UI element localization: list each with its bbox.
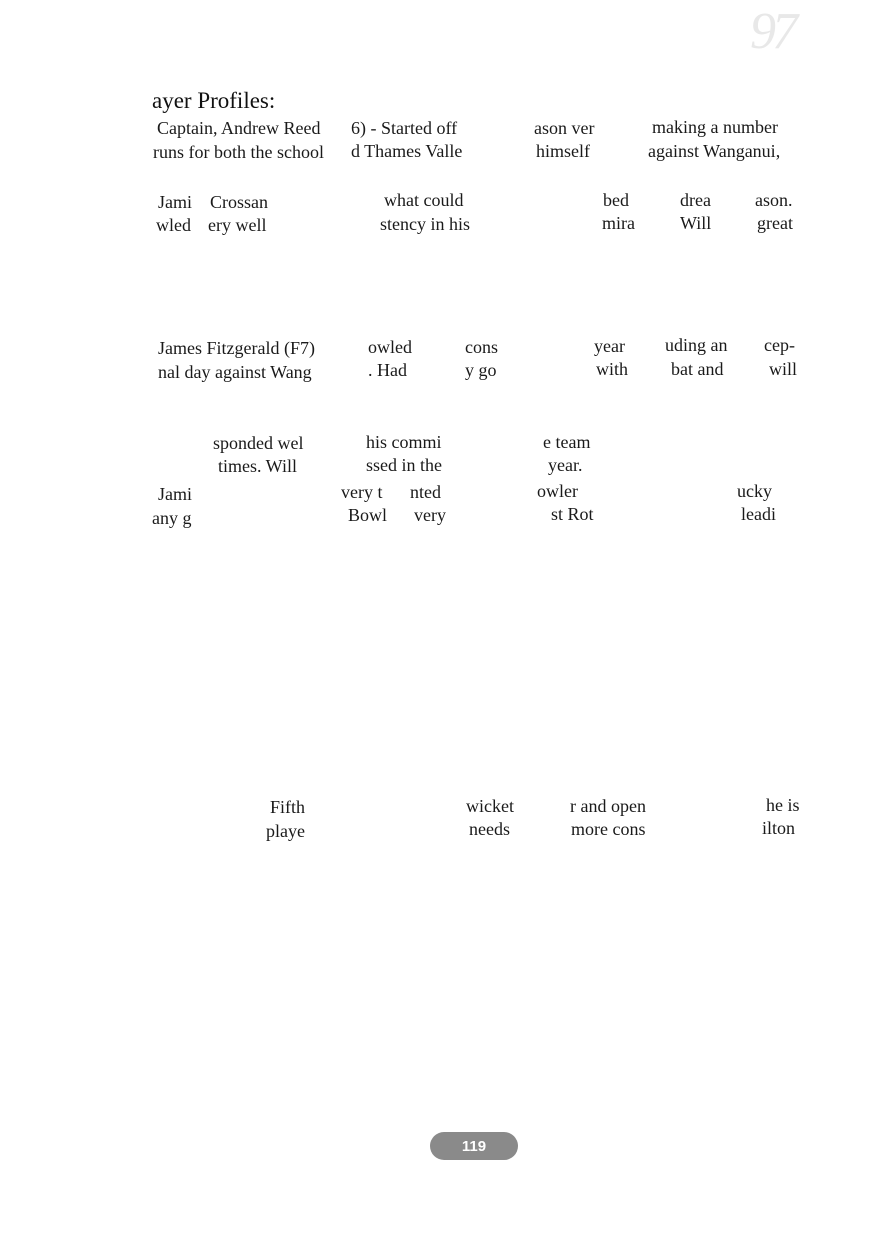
text-fragment: runs for both the school bbox=[153, 142, 324, 162]
page-number: 119 bbox=[461, 1137, 487, 1155]
text-fragment: Jami bbox=[158, 192, 192, 212]
text-fragment: great bbox=[757, 213, 793, 233]
text-fragment: e team bbox=[543, 432, 591, 452]
text-fragment: year. bbox=[548, 455, 583, 475]
text-fragment: ery well bbox=[208, 215, 267, 235]
text-fragment: more cons bbox=[571, 819, 646, 839]
page-number-badge bbox=[430, 1132, 518, 1160]
text-fragment: Crossan bbox=[210, 192, 268, 212]
text-fragment: with bbox=[596, 359, 629, 379]
text-fragment: sponded wel bbox=[213, 433, 304, 453]
text-fragment: wled bbox=[156, 215, 191, 235]
text-fragment: leadi bbox=[741, 504, 776, 524]
text-fragment: cons bbox=[465, 337, 498, 357]
text-fragment: nted bbox=[410, 482, 441, 502]
text-fragment: owler bbox=[537, 481, 578, 501]
text-fragment: he is bbox=[766, 795, 800, 815]
text-fragment: r and open bbox=[570, 796, 646, 816]
text-fragment: stency in his bbox=[380, 214, 470, 234]
section-heading: ayer Profiles: bbox=[152, 88, 276, 113]
text-fragment: against Wanganui, bbox=[648, 141, 781, 161]
text-fragment: Jami bbox=[158, 484, 192, 504]
text-fragment: st Rot bbox=[551, 504, 594, 524]
text-fragment: owled bbox=[368, 337, 412, 357]
text-fragment: y go bbox=[465, 360, 497, 380]
text-fragment: what could bbox=[384, 190, 464, 210]
year-watermark: 97 bbox=[750, 3, 794, 60]
text-fragment: cep- bbox=[764, 335, 795, 355]
text-fragment: uding an bbox=[665, 335, 728, 355]
text-fragment: his commi bbox=[366, 432, 442, 452]
text-fragment: ason. bbox=[755, 190, 793, 210]
text-fragment: . Had bbox=[368, 360, 407, 380]
text-fragment: year bbox=[594, 336, 625, 356]
text-fragment: Captain, Andrew Reed bbox=[157, 118, 321, 138]
text-fragment: ilton bbox=[762, 818, 796, 838]
text-fragment: Will bbox=[680, 213, 712, 233]
text-fragment: James Fitzgerald (F7) bbox=[158, 338, 315, 358]
text-fragment: any g bbox=[152, 508, 192, 528]
text-fragment: d Thames Valle bbox=[351, 141, 463, 161]
text-fragment: very t bbox=[341, 482, 383, 502]
text-fragment: himself bbox=[536, 141, 590, 161]
text-fragment: bed bbox=[603, 190, 629, 210]
text-fragment: ucky bbox=[737, 481, 772, 501]
text-fragment: playe bbox=[266, 821, 305, 841]
text-fragment: 6) - Started off bbox=[351, 118, 458, 138]
text-fragment: very bbox=[414, 505, 446, 525]
text-fragment: mira bbox=[602, 213, 635, 233]
text-fragment: needs bbox=[469, 819, 510, 839]
text-fragment: nal day against Wang bbox=[158, 362, 312, 382]
text-fragment: Fifth bbox=[270, 797, 306, 817]
text-fragment: ssed in the bbox=[366, 455, 442, 475]
text-fragment: ason ver bbox=[534, 118, 595, 138]
text-fragment: bat and bbox=[671, 359, 724, 379]
text-fragment: Bowl bbox=[348, 505, 388, 525]
text-fragment: making a number bbox=[652, 117, 778, 137]
text-fragment: times. Will bbox=[218, 456, 297, 476]
text-fragment: wicket bbox=[466, 796, 514, 816]
text-fragment: drea bbox=[680, 190, 711, 210]
text-fragment: will bbox=[769, 359, 798, 379]
